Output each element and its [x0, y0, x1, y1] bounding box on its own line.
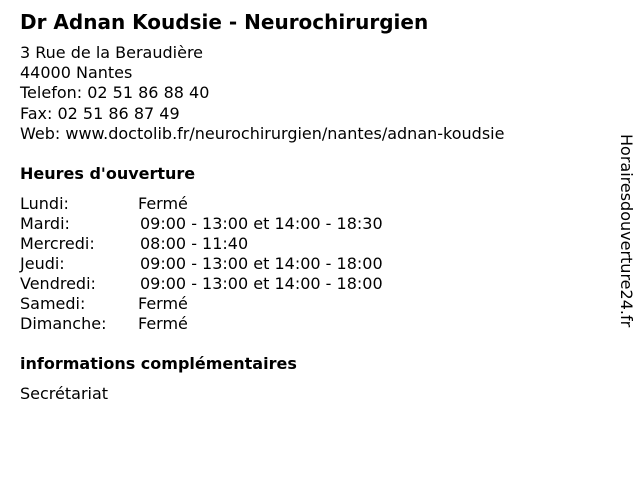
hours-day: Samedi:	[20, 294, 86, 313]
hours-day: Jeudi:	[20, 254, 65, 273]
hours-time: Fermé	[138, 314, 188, 333]
address-city: 44000 Nantes	[20, 63, 133, 83]
hours-row-friday	[20, 274, 440, 294]
hours-day: Lundi:	[20, 194, 69, 213]
hours-row-wednesday	[20, 234, 440, 254]
fax-number: Fax: 02 51 86 87 49	[20, 103, 180, 123]
opening-hours-heading: Heures d'ouverture	[20, 164, 196, 183]
hours-time: 09:00 - 13:00 et 14:00 - 18:30	[140, 214, 383, 233]
hours-day: Mardi:	[20, 214, 70, 233]
hours-row-saturday	[20, 294, 440, 314]
hours-day: Vendredi:	[20, 274, 96, 293]
hours-time: Fermé	[138, 194, 188, 213]
additional-info-text: Secrétariat	[20, 384, 109, 403]
hours-row-thursday	[20, 254, 440, 274]
hours-time: 08:00 - 11:40	[140, 234, 249, 253]
hours-day: Mercredi:	[20, 234, 95, 253]
address-street: 3 Rue de la Beraudière	[20, 43, 204, 62]
website-link[interactable]: Web: www.doctolib.fr/neurochirurgien/nantes/adnan-koudsie	[20, 123, 505, 143]
opening-hours-table	[20, 194, 440, 334]
hours-time: Fermé	[138, 294, 188, 313]
hours-day: Dimanche:	[20, 314, 107, 333]
hours-time: 09:00 - 13:00 et 14:00 - 18:00	[140, 254, 383, 273]
additional-info-heading: informations complémentaires	[20, 354, 297, 373]
hours-row-sunday	[20, 314, 440, 334]
hours-row-monday	[20, 194, 440, 214]
hours-time: 09:00 - 13:00 et 14:00 - 18:00	[140, 274, 383, 293]
page-title: Dr Adnan Koudsie - Neurochirurgien	[20, 10, 429, 34]
site-watermark: Horairesdouverture24.fr	[617, 134, 636, 328]
phone-number[interactable]: Telefon: 02 51 86 88 40	[20, 83, 210, 103]
address-block	[20, 43, 504, 144]
hours-row-tuesday	[20, 214, 440, 234]
